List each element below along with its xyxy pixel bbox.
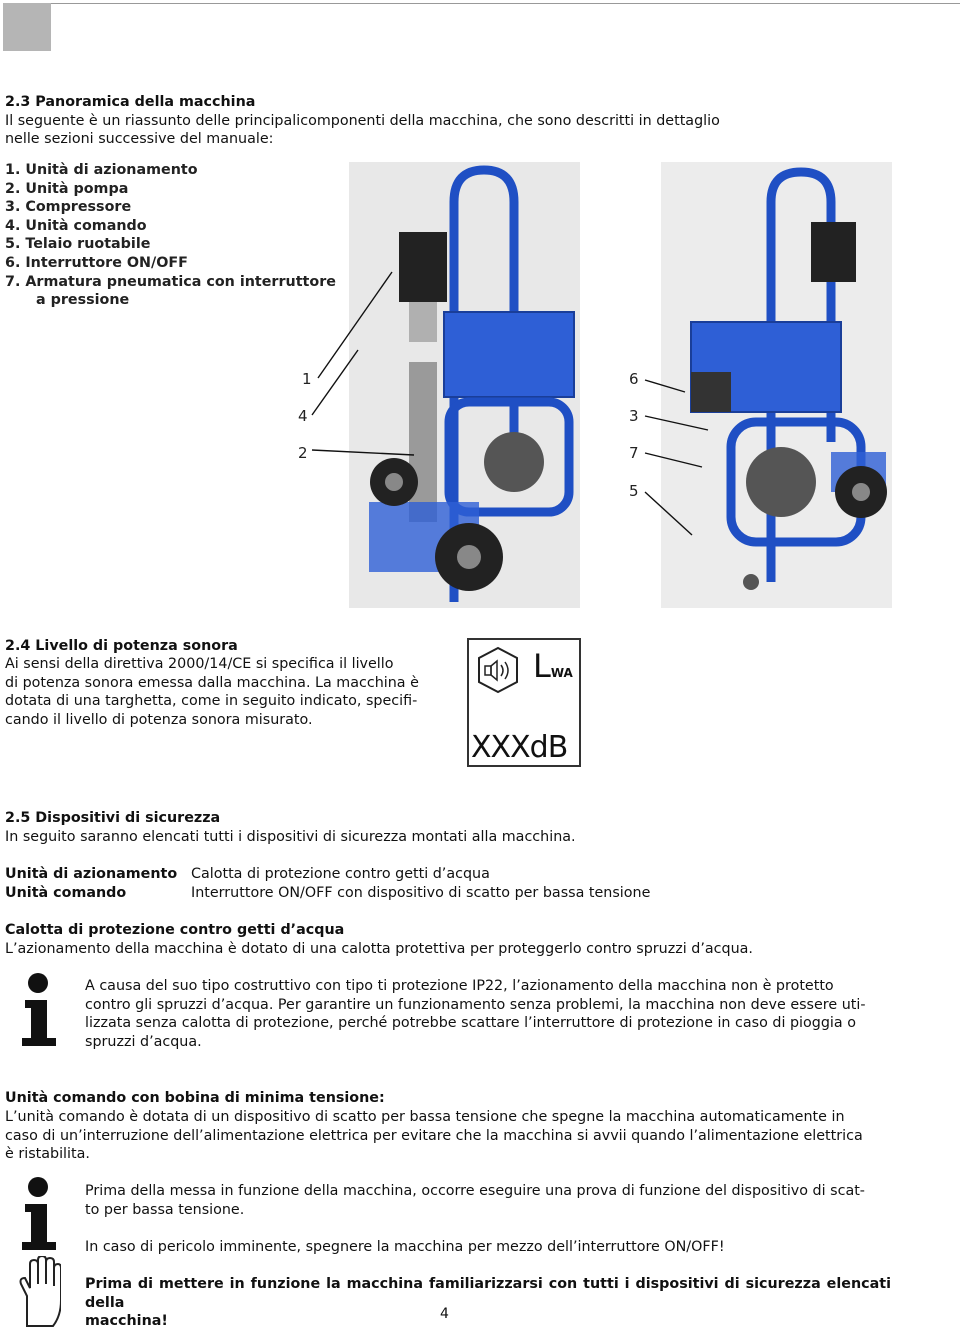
warning-block [85, 1275, 891, 1331]
bobina-text [5, 1108, 891, 1164]
info-icon [18, 1176, 62, 1252]
list-item: a pressione [36, 292, 130, 309]
info-block-1 [85, 977, 891, 1051]
bobina-line: caso di un’interruzione dell’alimentazione elettrica per evitare che la macchina si avvii quando l’alimentazione elettrica [5, 1127, 863, 1144]
section-2-4-title: 2.4 Livello di potenza sonora [5, 638, 238, 654]
leader-line-7 [645, 453, 702, 467]
warning-line: macchina! [85, 1313, 168, 1330]
leader-line-1 [318, 272, 392, 378]
info-line: A causa del suo tipo costruttivo con tipo ti protezione IP22, l’azionamento della macchina non è protetto [85, 978, 834, 994]
section-2-3-title: 2.3 Panoramica della macchina [5, 94, 256, 110]
leader-line-2 [312, 450, 414, 455]
page-number: 4 [440, 1306, 449, 1322]
leader-line-3 [645, 416, 708, 430]
callout-leader-lines [0, 0, 960, 620]
hand-stop-icon [17, 1256, 61, 1328]
section-2-4-line: di potenza sonora emessa dalla macchina. La macchina è [5, 675, 419, 691]
device-description: Interruttore ON/OFF con dispositivo di scatto per bassa tensione [191, 885, 651, 901]
bobina-line: è ristabilita. [5, 1146, 90, 1163]
device-description: Calotta di protezione contro getti d’acqua [191, 866, 490, 882]
list-item: 1. Unità di azionamento [5, 162, 198, 178]
warning-line: Prima di mettere in funzione la macchina familiarizzarsi con tutti i dispositivi di sicurezza elencati della [85, 1276, 891, 1311]
section-2-5-intro: In seguito saranno elencati tutti i dispositivi di sicurezza montati alla macchina. [5, 829, 576, 845]
leader-line-5 [645, 492, 692, 535]
callout-label: 5 [629, 482, 639, 500]
calotta-text: L’azionamento della macchina è dotato di una calotta protettiva per proteggerlo contro spruzzi d’acqua. [5, 941, 753, 957]
device-unit: Unità di azionamento [5, 866, 178, 882]
callout-label: 3 [629, 407, 639, 425]
info-line: Prima della messa in funzione della macchina, occorre eseguire una prova di funzione del dispositivo di scat- [85, 1183, 865, 1199]
list-item: 6. Interruttore ON/OFF [5, 254, 188, 271]
device-unit: Unità comando [5, 885, 127, 901]
section-2-4-line: cando il livello di potenza sonora misurato. [5, 712, 313, 728]
list-item: 7. Armatura pneumatica con interruttore [5, 273, 336, 290]
callout-label: 7 [629, 444, 639, 462]
list-item: 2. Unità pompa [5, 180, 129, 197]
section-2-3-intro-1: Il seguente è un riassunto delle principalicomponenti della macchina, che sono descritti in dettaglio [5, 113, 720, 129]
info-line: contro gli spruzzi d’acqua. Per garantire un funzionamento senza problemi, la macchina non deve essere uti- [85, 996, 866, 1013]
info-line: to per bassa tensione. [85, 1201, 245, 1218]
leader-line-6 [645, 380, 685, 392]
info-line: spruzzi d’acqua. [85, 1033, 202, 1050]
callout-label: 6 [629, 370, 639, 388]
callout-label: 4 [298, 407, 308, 425]
callout-label: 1 [302, 370, 312, 388]
section-2-5-title: 2.5 Dispositivi di sicurezza [5, 810, 221, 826]
calotta-title: Calotta di protezione contro getti d’acqua [5, 922, 345, 938]
section-2-4-line: Ai sensi della direttiva 2000/14/CE si specifica il livello [5, 656, 394, 672]
info-line: In caso di pericolo imminente, spegnere la macchina per mezzo dell’interruttore ON/OFF! [85, 1239, 725, 1255]
callout-label: 2 [298, 444, 308, 462]
sound-power-plate [467, 638, 581, 767]
speaker-icon [475, 646, 521, 694]
list-item: 5. Telaio ruotabile [5, 236, 151, 253]
info-icon [18, 972, 62, 1048]
list-item: 3. Compressore [5, 199, 132, 216]
leader-line-4 [312, 350, 358, 415]
list-item: 4. Unità comando [5, 217, 147, 234]
section-2-4-line: dotata di una targhetta, come in seguito indicato, specifi- [5, 693, 418, 709]
plate-lwa-letter: L [533, 647, 551, 685]
plate-lwa-subscript: WA [550, 666, 573, 680]
info-block-2 [85, 1182, 891, 1219]
bobina-title: Unità comando con bobina di minima tensione: [5, 1090, 385, 1106]
section-2-3-intro-2: nelle sezioni successive del manuale: [5, 131, 274, 147]
bobina-line: L’unità comando è dotata di un dispositivo di scatto per bassa tensione che spegne la macchina automaticamente in [5, 1109, 845, 1125]
plate-value: XXXdB [471, 730, 568, 765]
info-line: lizzata senza calotta di protezione, perché potrebbe scattare l’interruttore di protezione in caso di pioggia o [85, 1015, 856, 1032]
